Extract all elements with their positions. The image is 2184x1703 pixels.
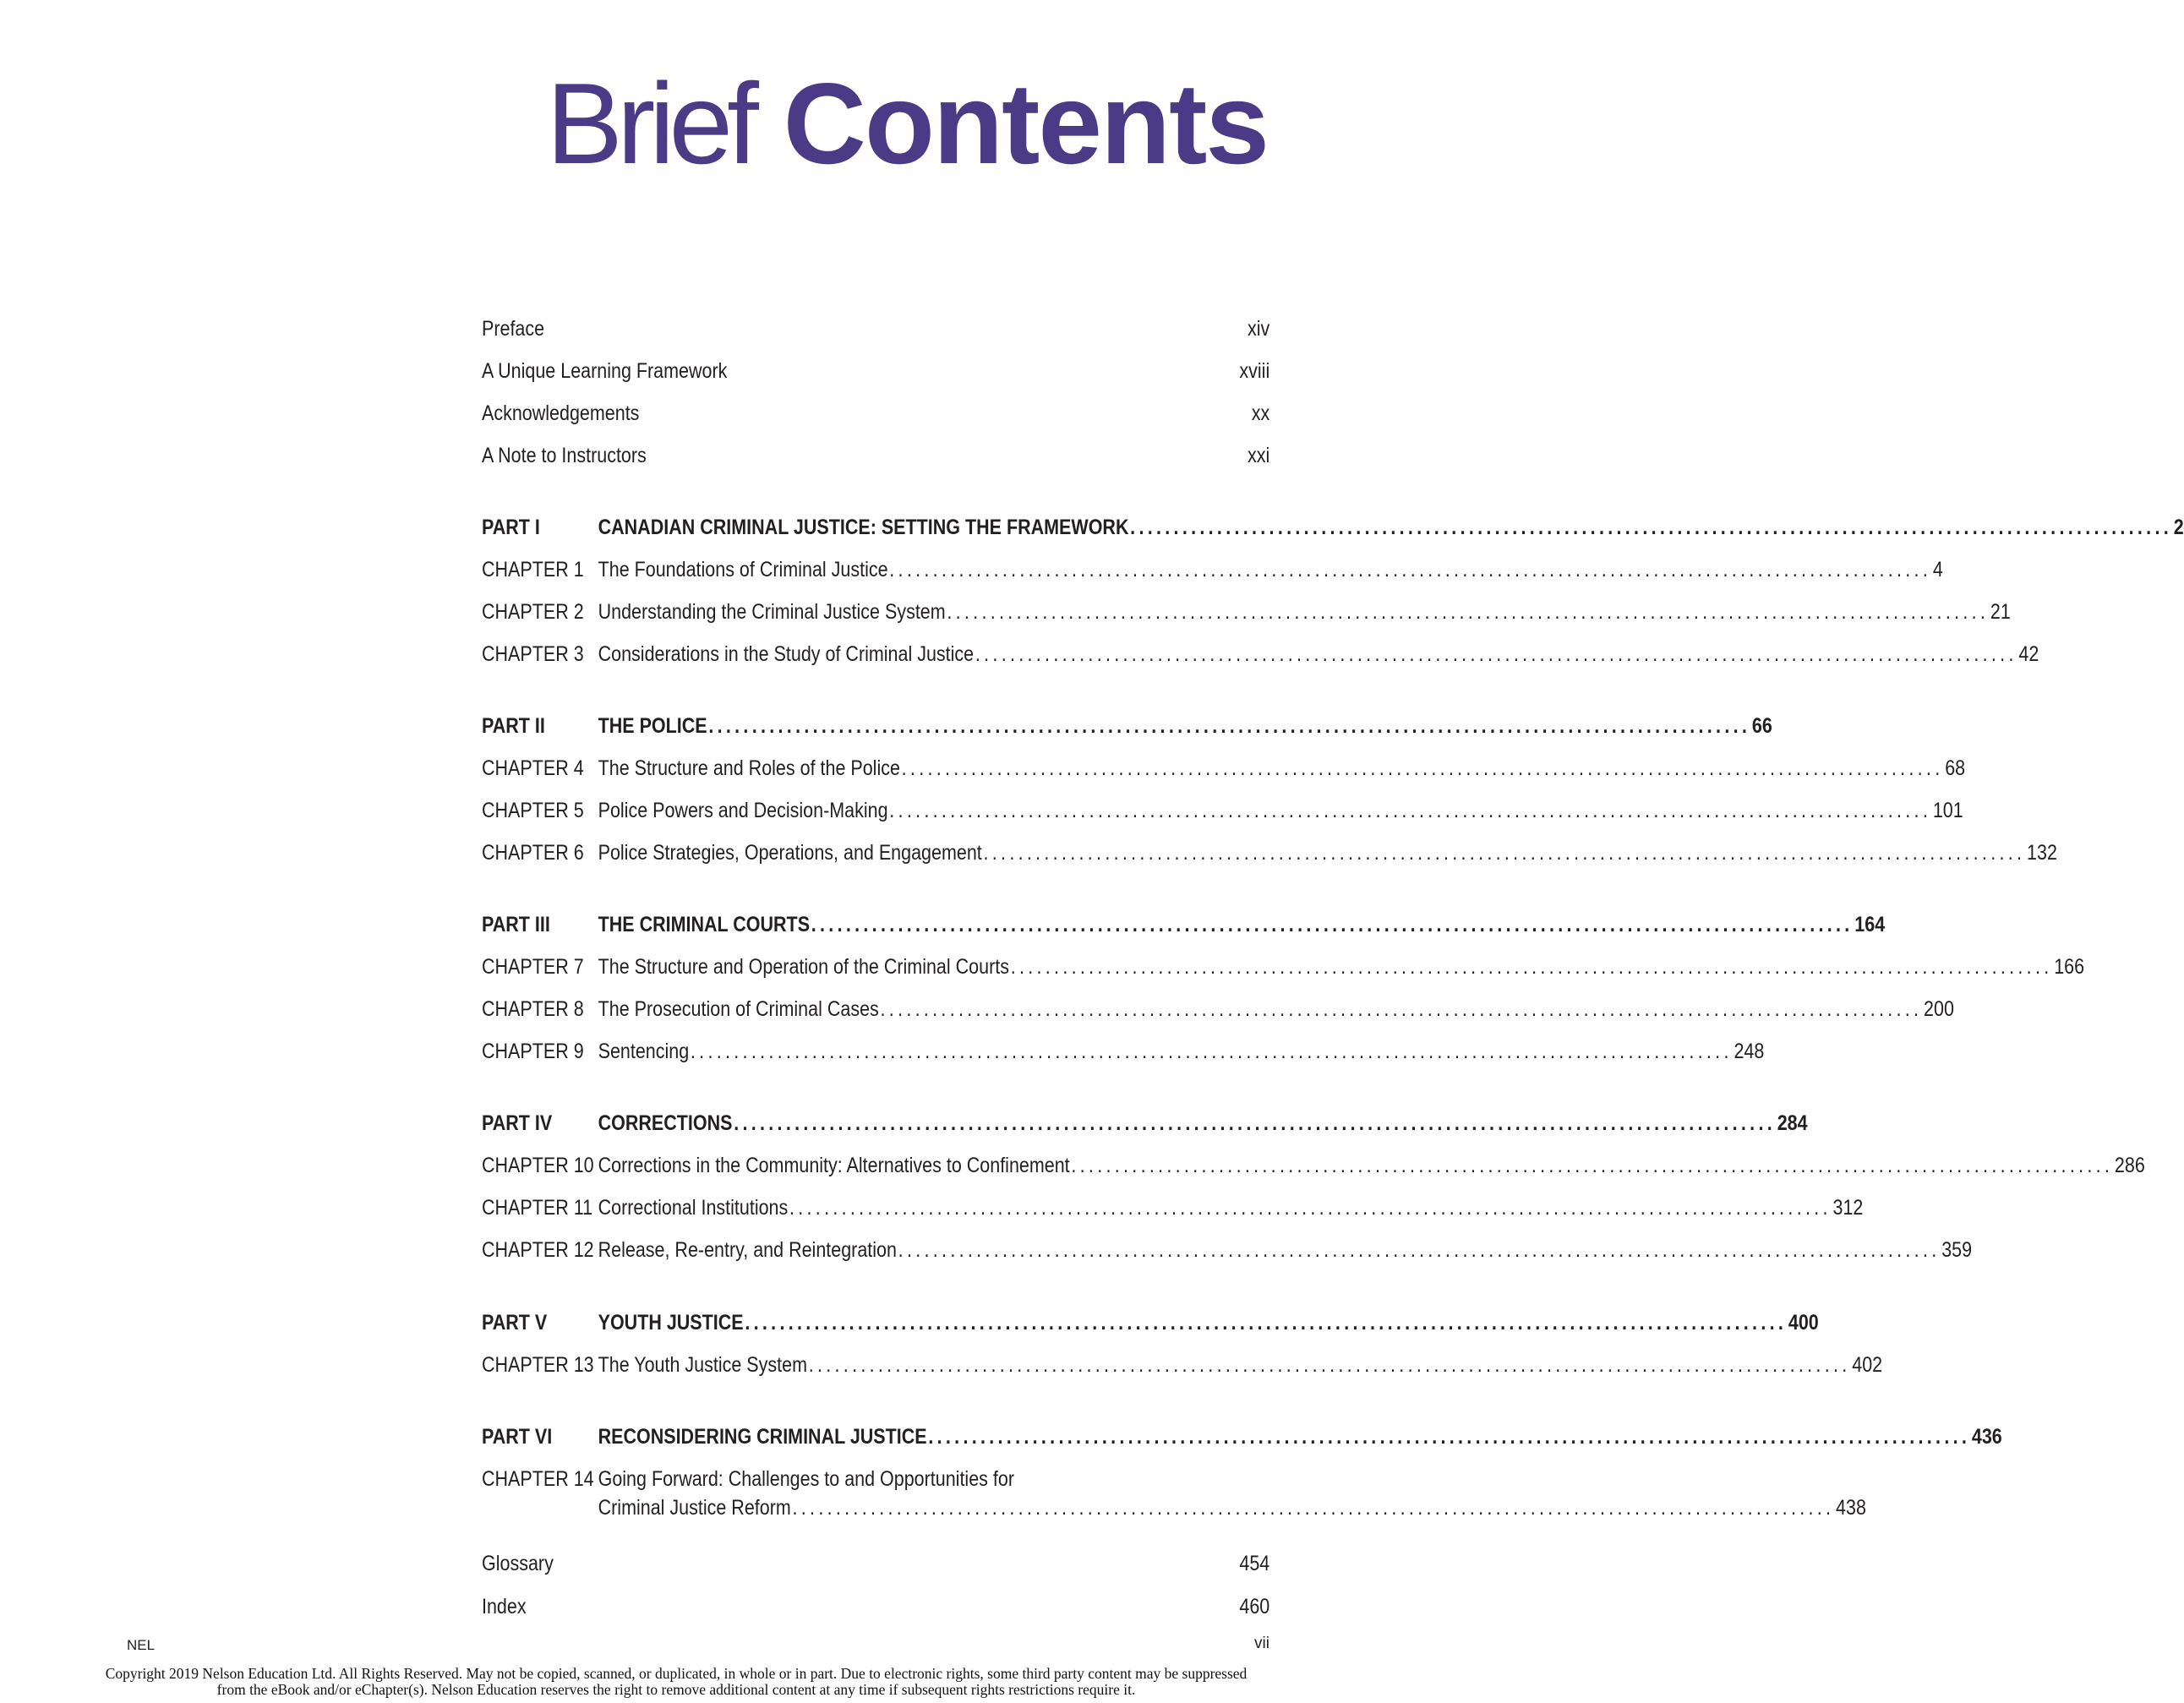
toc-page-number: 2: [2173, 516, 2184, 539]
toc-part-row[interactable]: [482, 908, 1886, 942]
toc-page-number: 286: [2114, 1154, 2145, 1177]
copyright-notice: Copyright 2019 Nelson Education Ltd. All Rights Reserved. May not be copied, scanned, or duplicated, in whole or in part. Due to electronic rights, some third party content may be suppressed from the eBook and/or eChapter(s). Nelson Education reserves the right to remove additional content at any time if subsequent rights restrictions require it.: [105, 1665, 1248, 1698]
dot-leader: ........................................................................................................................: [708, 714, 1751, 738]
dot-leader: ........................................................................................................................: [789, 1196, 1832, 1220]
chapter-title: Police Strategies, Operations, and Engagement: [598, 841, 982, 865]
chapter-label: CHAPTER 3: [482, 642, 584, 666]
chapter-title-line1: Going Forward: Challenges to and Opportunities for: [598, 1467, 1014, 1491]
dot-leader: ........................................................................................................................: [792, 1496, 1835, 1520]
toc-chapter-row[interactable]: [482, 1149, 2145, 1182]
chapter-label: CHAPTER 13: [482, 1353, 594, 1377]
dot-leader: ........................................................................................................................: [734, 1111, 1777, 1135]
toc-entry-label: A Note to Instructors: [482, 444, 647, 467]
dot-leader: ........................................................................................................................: [1010, 955, 2053, 979]
toc-part-row[interactable]: [482, 709, 1772, 743]
dot-leader: ........................................................................................................................: [947, 600, 1990, 624]
publisher-mark: NEL: [127, 1637, 156, 1653]
toc-part-row[interactable]: [482, 1420, 2002, 1454]
chapter-title: Correctional Institutions: [598, 1196, 789, 1220]
chapter-label: CHAPTER 14: [482, 1467, 594, 1491]
chapter-label: CHAPTER 8: [482, 997, 584, 1021]
part-title: CANADIAN CRIMINAL JUSTICE: SETTING THE FRAMEWORK: [598, 516, 1129, 539]
dot-leader: ........................................................................................................................: [1130, 516, 2172, 539]
toc-entry-label: Glossary: [482, 1552, 554, 1575]
part-label: PART I: [482, 516, 540, 539]
toc-page-number: 359: [1941, 1238, 1973, 1262]
toc-page-number: 42: [2018, 642, 2039, 666]
toc-chapter-row[interactable]: [482, 950, 2085, 984]
chapter-label: CHAPTER 11: [482, 1196, 593, 1220]
toc-chapter-row[interactable]: [482, 595, 2011, 629]
toc-page-number: xxi: [1247, 444, 1270, 467]
toc-front-matter-row[interactable]: [482, 439, 1269, 472]
part-title: RECONSIDERING CRIMINAL JUSTICE: [598, 1425, 927, 1449]
toc-page-number: 438: [1836, 1496, 1866, 1520]
toc-page-number: 68: [1945, 756, 1966, 780]
part-title: THE POLICE: [598, 714, 707, 738]
chapter-label: CHAPTER 9: [482, 1040, 584, 1063]
chapter-title: The Prosecution of Criminal Cases: [598, 997, 879, 1021]
chapter-label: CHAPTER 5: [482, 799, 584, 822]
chapter-title: The Structure and Operation of the Criminal Courts: [598, 955, 1009, 979]
toc-page-number: 312: [1832, 1196, 1864, 1220]
toc-front-matter-row[interactable]: [482, 312, 1269, 346]
toc-page-number: 4: [1932, 558, 1943, 581]
toc-part-row[interactable]: [482, 1306, 1819, 1340]
dot-leader: ........................................................................................................................: [889, 799, 1932, 822]
toc-chapter-row[interactable]: [482, 1233, 1973, 1267]
dot-leader: ........................................................................................................................: [928, 1425, 1971, 1449]
toc-part-row[interactable]: [482, 1106, 1808, 1140]
toc-page-number: 400: [1788, 1311, 1819, 1335]
page-title-bold: Contents: [783, 59, 1268, 188]
toc-page-number: 436: [1971, 1425, 2002, 1449]
toc-page-number: xiv: [1247, 317, 1270, 341]
toc-page-number: 284: [1777, 1111, 1808, 1135]
dot-leader: ........................................................................................................................: [901, 756, 1944, 780]
dot-leader: ........................................................................................................................: [808, 1353, 1851, 1377]
toc-entry-label: A Unique Learning Framework: [482, 359, 728, 383]
page-title-light: Brief: [546, 59, 753, 188]
toc-page-number: 460: [1239, 1595, 1270, 1618]
dot-leader: ........................................................................................................................: [811, 913, 1854, 936]
toc-page-number: 200: [1924, 997, 1954, 1021]
toc-chapter-row[interactable]: [482, 794, 1963, 827]
toc-chapter-row[interactable]: [482, 1467, 1866, 1520]
chapter-label: CHAPTER 10: [482, 1154, 594, 1177]
toc-back-matter-row[interactable]: [482, 1547, 1269, 1580]
dot-leader: ........................................................................................................................: [898, 1238, 1941, 1262]
dot-leader: ........................................................................................................................: [880, 997, 1923, 1021]
toc-chapter-row[interactable]: [482, 751, 1966, 785]
toc-page-number: 402: [1852, 1353, 1883, 1377]
page-title: [546, 59, 1268, 188]
part-label: PART II: [482, 714, 545, 738]
chapter-title: The Youth Justice System: [598, 1353, 807, 1377]
chapter-title: Criminal Justice Reform: [598, 1496, 791, 1520]
chapter-title: The Structure and Roles of the Police: [598, 756, 900, 780]
chapter-title: Sentencing: [598, 1040, 690, 1063]
toc-front-matter-row[interactable]: [482, 396, 1269, 430]
toc-entry-label: Index: [482, 1595, 527, 1618]
toc-front-matter-row[interactable]: [482, 354, 1269, 388]
toc-page-number: 132: [2027, 841, 2057, 865]
toc-part-row[interactable]: [482, 510, 2184, 544]
chapter-title: Release, Re-entry, and Reintegration: [598, 1238, 897, 1262]
dot-leader: ........................................................................................................................: [889, 558, 1932, 581]
dot-leader: ........................................................................................................................: [745, 1311, 1788, 1335]
toc-page-number: 101: [1932, 799, 1963, 822]
toc-page-number: 166: [2054, 955, 2085, 979]
part-label: PART III: [482, 913, 550, 936]
toc-page-number: 164: [1854, 913, 1886, 936]
dot-leader: ........................................................................................................................: [975, 642, 2017, 666]
chapter-title: Corrections in the Community: Alternatives to Confinement: [598, 1154, 1070, 1177]
toc-chapter-row[interactable]: [482, 992, 1954, 1026]
chapter-label: CHAPTER 2: [482, 600, 584, 624]
chapter-label: CHAPTER 12: [482, 1238, 594, 1262]
toc-page-number: 66: [1751, 714, 1772, 738]
chapter-title: Considerations in the Study of Criminal Justice: [598, 642, 975, 666]
dot-leader: ........................................................................................................................: [1071, 1154, 2114, 1177]
toc-page-number: 248: [1734, 1040, 1765, 1063]
part-label: PART V: [482, 1311, 548, 1335]
toc-page-number: 21: [1990, 600, 2011, 624]
part-title: CORRECTIONS: [598, 1111, 733, 1135]
chapter-label: CHAPTER 4: [482, 756, 584, 780]
dot-leader: ........................................................................................................................: [983, 841, 2026, 865]
part-label: PART VI: [482, 1425, 553, 1449]
toc-chapter-row[interactable]: [482, 553, 1943, 587]
chapter-label: CHAPTER 1: [482, 558, 584, 581]
toc-back-matter-row[interactable]: [482, 1590, 1269, 1624]
toc-page-number: 454: [1239, 1552, 1270, 1575]
chapter-title: Police Powers and Decision-Making: [598, 799, 888, 822]
chapter-title: Understanding the Criminal Justice System: [598, 600, 946, 624]
chapter-label: CHAPTER 6: [482, 841, 584, 865]
page-number: vii: [1254, 1635, 1269, 1652]
chapter-title: The Foundations of Criminal Justice: [598, 558, 888, 581]
toc-entry-label: Preface: [482, 317, 545, 341]
toc-chapter-row[interactable]: [482, 1034, 1765, 1068]
chapter-label: CHAPTER 7: [482, 955, 584, 979]
part-label: PART IV: [482, 1111, 553, 1135]
toc-chapter-row[interactable]: [482, 1191, 1864, 1225]
toc-page-number: xviii: [1239, 359, 1270, 383]
dot-leader: ........................................................................................................................: [690, 1040, 1733, 1063]
toc-chapter-row[interactable]: [482, 637, 2039, 671]
toc-chapter-row[interactable]: [482, 836, 2057, 870]
toc-chapter-row[interactable]: [482, 1348, 1883, 1382]
part-title: THE CRIMINAL COURTS: [598, 913, 811, 936]
part-title: YOUTH JUSTICE: [598, 1311, 744, 1335]
toc-page-number: xx: [1251, 401, 1270, 425]
toc-entry-label: Acknowledgements: [482, 401, 640, 425]
